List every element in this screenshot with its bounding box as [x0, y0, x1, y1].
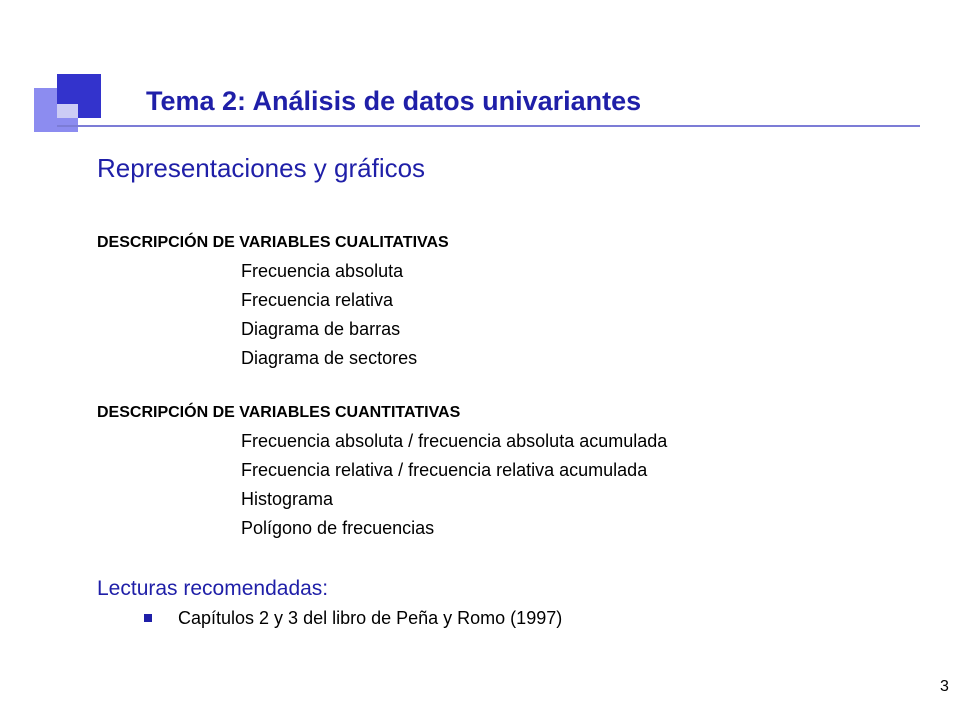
- slide-subtitle: Representaciones y gráficos: [97, 153, 426, 183]
- list-item: Diagrama de barras: [241, 319, 401, 339]
- list-item: Frecuencia absoluta / frecuencia absoluta acumulada: [241, 431, 668, 451]
- list-item: Frecuencia relativa / frecuencia relativa acumulada: [241, 460, 648, 480]
- reading-item: [144, 608, 562, 629]
- section-heading-quantitative: DESCRIPCIÓN DE VARIABLES CUANTITATIVAS: [97, 404, 461, 421]
- decorative-square-overlap: [57, 104, 78, 118]
- reading-item-text: Capítulos 2 y 3 del libro de Peña y Romo (1997): [178, 608, 563, 628]
- list-item: Polígono de frecuencias: [241, 518, 435, 538]
- list-item: Frecuencia relativa: [241, 290, 394, 310]
- list-item: Frecuencia absoluta: [241, 261, 404, 281]
- square-bullet-icon: [144, 614, 152, 622]
- qualitative-items-list: [241, 260, 417, 376]
- readings-heading: Lecturas recomendadas:: [97, 577, 329, 600]
- list-item: Histograma: [241, 489, 334, 509]
- slide-title: Tema 2: Análisis de datos univariantes: [146, 86, 642, 116]
- section-heading-qualitative: DESCRIPCIÓN DE VARIABLES CUALITATIVAS: [97, 234, 449, 251]
- list-item: Diagrama de sectores: [241, 348, 418, 368]
- page-number: 3: [940, 678, 949, 695]
- title-underline: [57, 125, 920, 127]
- quantitative-items-list: [241, 430, 667, 546]
